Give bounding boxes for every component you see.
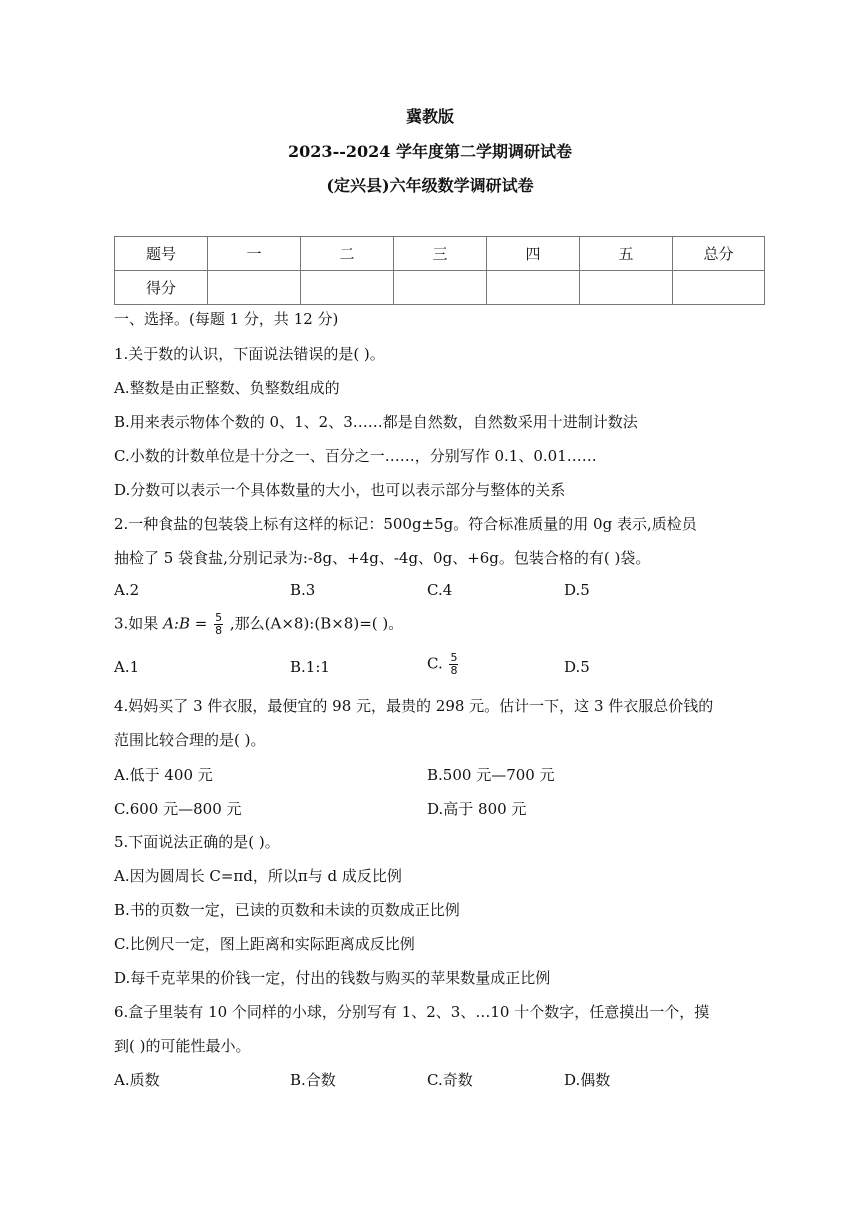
question-6-option-a: A.质数: [114, 1071, 160, 1089]
score-cell[interactable]: [580, 271, 673, 305]
question-2-option-d: D.5: [564, 581, 590, 599]
question-3-prefix: 3.如果: [114, 614, 164, 633]
question-4-stem-line-2: 范围比较合理的是( )。: [114, 731, 266, 749]
fraction-numerator: 5: [215, 611, 223, 624]
question-3-option-c: [427, 652, 460, 677]
score-table-label: 题号: [115, 237, 208, 271]
question-6-option-b: B.合数: [290, 1071, 336, 1089]
score-cell[interactable]: [394, 271, 487, 305]
option-c-fraction: [449, 652, 458, 677]
question-2-option-c: C.4: [427, 581, 453, 599]
publisher-title: 冀教版: [405, 107, 454, 126]
score-table-col-3: 三: [394, 237, 487, 271]
question-1-stem: 1.关于数的认识，下面说法错误的是( )。: [114, 345, 385, 363]
question-6-option-c: C.奇数: [427, 1071, 473, 1089]
question-5-option-b: B.书的页数一定，已读的页数和未读的页数成正比例: [114, 901, 460, 919]
exam-title: (定兴县)六年级数学调研试卷: [326, 176, 534, 195]
section-heading: 一、选择。(每题 1 分，共 12 分): [114, 310, 339, 328]
year-title: 2023--2024 学年度第二学期调研试卷: [288, 142, 572, 161]
score-table-col-5: 五: [580, 237, 673, 271]
question-3-option-a: A.1: [114, 658, 140, 676]
score-table-label: 得分: [115, 271, 208, 305]
question-1-option-b: B.用来表示物体个数的 0、1、2、3……都是自然数，自然数采用十进制计数法: [114, 413, 638, 431]
question-4-option-d: D.高于 800 元: [427, 800, 527, 818]
score-table-col-1: 一: [208, 237, 301, 271]
score-cell[interactable]: [487, 271, 580, 305]
score-table: [114, 236, 765, 305]
fraction-denominator: 8: [215, 624, 223, 637]
question-2-option-a: A.2: [114, 581, 140, 599]
question-4-option-b: B.500 元—700 元: [427, 766, 555, 784]
question-6-stem-line-2: 到( )的可能性最小。: [114, 1037, 251, 1055]
question-4-option-a: A.低于 400 元: [114, 766, 213, 784]
question-2-option-b: B.3: [290, 581, 316, 599]
score-table-col-4: 四: [487, 237, 580, 271]
question-1-option-d: D.分数可以表示一个具体数量的大小，也可以表示部分与整体的关系: [114, 481, 566, 499]
question-5-option-a: A.因为圆周长 C=πd，所以π与 d 成反比例: [114, 867, 402, 885]
question-5-option-c: C.比例尺一定，图上距离和实际距离成反比例: [114, 935, 415, 953]
question-4-option-c: C.600 元—800 元: [114, 800, 242, 818]
question-2-stem-line-1: 2.一种食盐的包装袋上标有这样的标记：500g±5g。符合标准质量的用 0g 表示,质检员: [114, 515, 697, 533]
question-3-suffix: ,那么(A×8):(B×8)=( )。: [229, 614, 404, 633]
score-table-score-row: [115, 271, 765, 305]
score-cell[interactable]: [301, 271, 394, 305]
question-3-stem: [114, 612, 403, 637]
question-1-option-a: A.整数是由正整数、负整数组成的: [114, 379, 340, 397]
score-table-header-row: [115, 237, 765, 271]
question-2-stem-line-2: 抽检了 5 袋食盐,分别记录为:-8g、+4g、-4g、0g、+6g。包装合格的有( )袋。: [114, 549, 651, 567]
question-6-stem-line-1: 6.盒子里装有 10 个同样的小球，分别写有 1、2、3、…10 十个数字，任意摸出一个，摸: [114, 1003, 710, 1021]
question-5-option-d: D.每千克苹果的价钱一定，付出的钱数与购买的苹果数量成正比例: [114, 969, 551, 987]
question-3-ratio: A:B =: [163, 614, 213, 633]
score-cell[interactable]: [673, 271, 765, 305]
question-4-stem-line-1: 4.妈妈买了 3 件衣服，最便宜的 98 元，最贵的 298 元。估计一下，这 3 件衣服总价钱的: [114, 697, 714, 715]
fraction-denominator: 8: [450, 664, 458, 677]
fraction-numerator: 5: [450, 651, 458, 664]
question-3-option-b: B.1:1: [290, 658, 330, 676]
question-6-option-d: D.偶数: [564, 1071, 611, 1089]
score-table-col-2: 二: [301, 237, 394, 271]
score-table-col-total: 总分: [673, 237, 765, 271]
question-5-stem: 5.下面说法正确的是( )。: [114, 833, 280, 851]
question-3-fraction: [214, 612, 223, 637]
question-1-option-c: C.小数的计数单位是十分之一、百分之一……，分别写作 0.1、0.01……: [114, 447, 597, 465]
option-c-label: C.: [427, 654, 448, 673]
score-cell[interactable]: [208, 271, 301, 305]
question-3-option-d: D.5: [564, 658, 590, 676]
